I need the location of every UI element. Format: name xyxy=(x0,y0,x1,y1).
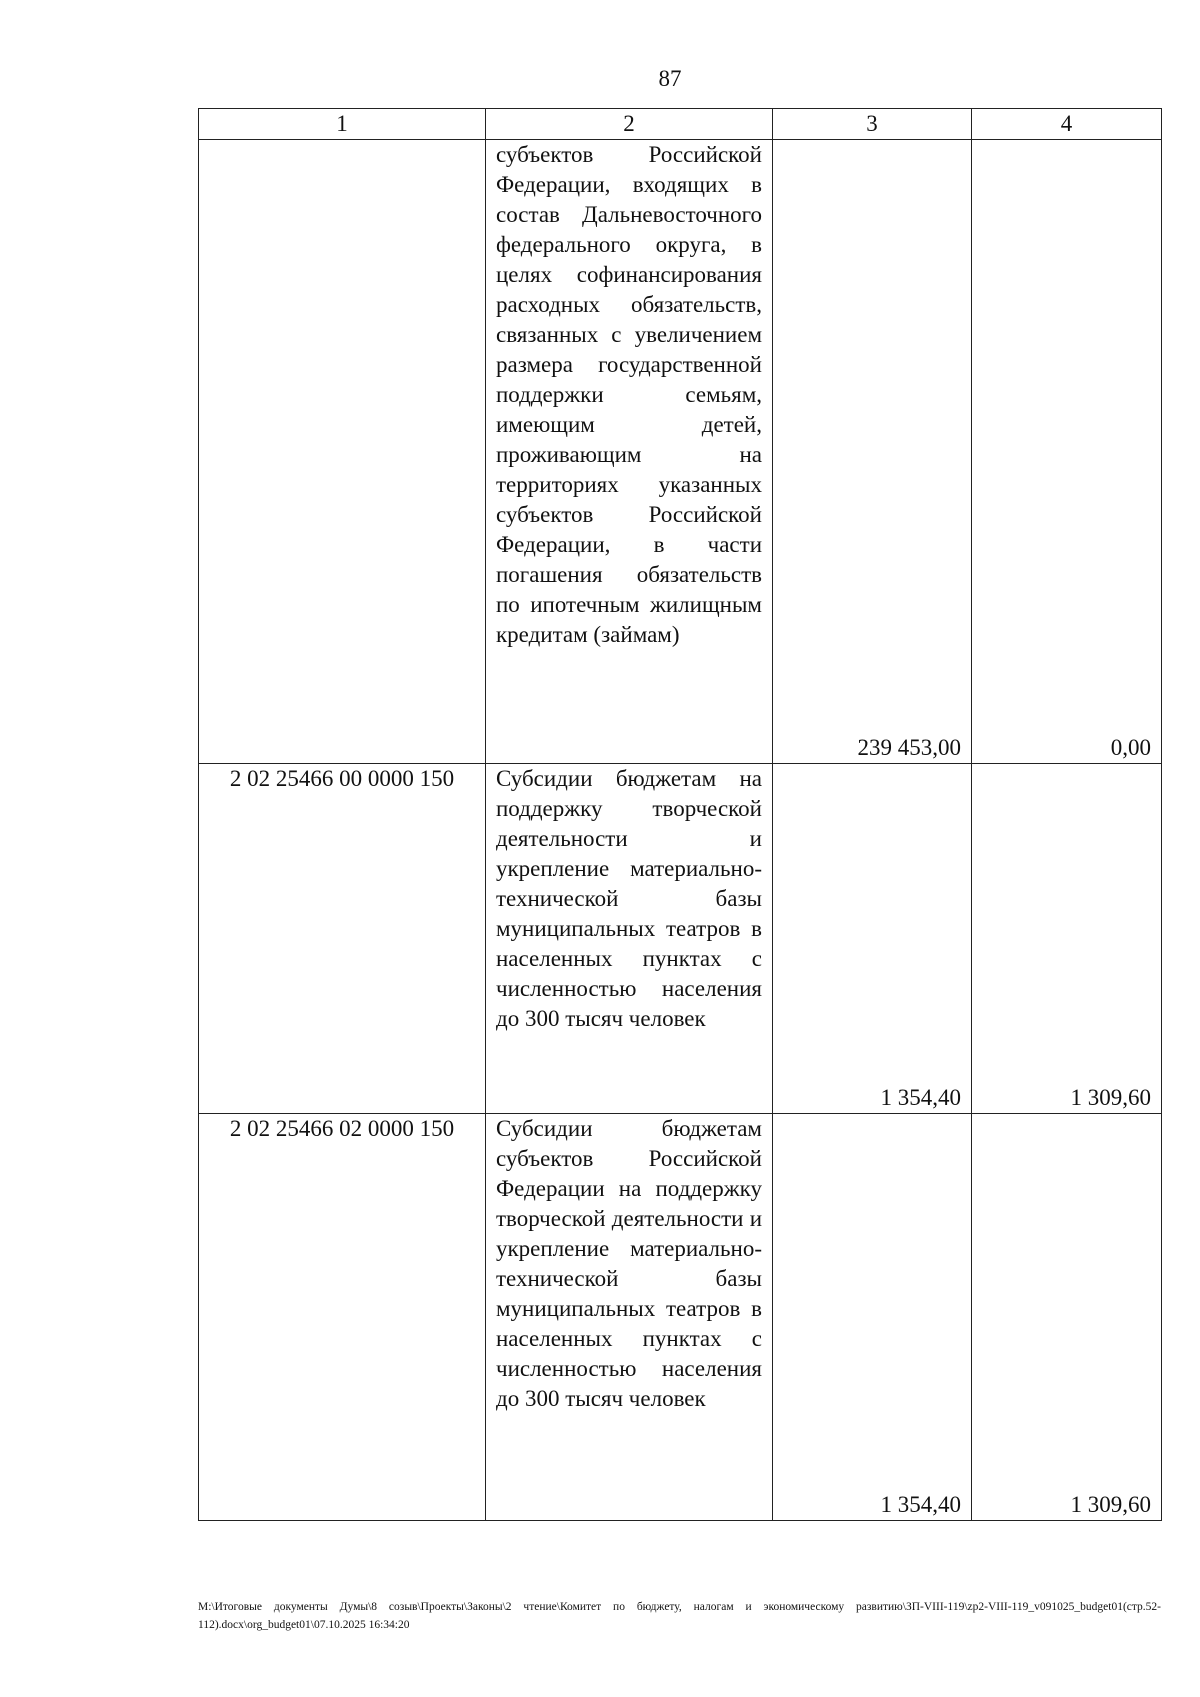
budget-code-cell xyxy=(199,140,486,764)
column-header-2: 2 xyxy=(486,109,773,140)
amount-cell-col4: 1 309,60 xyxy=(972,1114,1162,1521)
description-cell: Субсидии бюджетам субъектов Российской Федерации на поддержку творческой деятельности и укрепление материально-технической базы муниципальных театров в населенных пунктах с численностью населения до 300 тысяч человек xyxy=(486,1114,773,1521)
budget-code-cell: 2 02 25466 00 0000 150 xyxy=(199,764,486,1114)
amount-cell-col3: 1 354,40 xyxy=(773,764,972,1114)
document-path-footer: M:\Итоговые документы Думы\8 созыв\Проекты\Законы\2 чтение\Комитет по бюджету, налогам и экономическому развитию\ЗП-VIII-119\zp2-VIII-119_v091025_budget01(стр.52-112).docx\org_budget01\07.10.2025 16:34:20 xyxy=(198,1601,1161,1631)
budget-code-cell: 2 02 25466 02 0000 150 xyxy=(199,1114,486,1521)
amount-cell-col3: 1 354,40 xyxy=(773,1114,972,1521)
column-header-1: 1 xyxy=(199,109,486,140)
table-row xyxy=(199,764,1162,1114)
table-row xyxy=(199,1114,1162,1521)
description-cell: Субсидии бюджетам на поддержку творческой деятельности и укрепление материально-технической базы муниципальных театров в населенных пунктах с численностью населения до 300 тысяч человек xyxy=(486,764,773,1114)
column-header-4: 4 xyxy=(972,109,1162,140)
table-header-row xyxy=(199,109,1162,140)
page-number: 87 xyxy=(658,66,682,91)
description-cell: субъектов Российской Федерации, входящих в состав Дальневосточного федерального округа, в целях софинансирования расходных обязательств, связанных с увеличением размера государственной поддержки семьям, имеющим детей, проживающим на территориях указанных субъектов Российской Федерации, в части погашения обязательств по ипотечным жилищным кредитам (займам) xyxy=(486,140,773,764)
budget-table xyxy=(198,108,1162,1521)
amount-cell-col4: 0,00 xyxy=(972,140,1162,764)
column-header-3: 3 xyxy=(773,109,972,140)
table-row xyxy=(199,140,1162,764)
amount-cell-col4: 1 309,60 xyxy=(972,764,1162,1114)
amount-cell-col3: 239 453,00 xyxy=(773,140,972,764)
